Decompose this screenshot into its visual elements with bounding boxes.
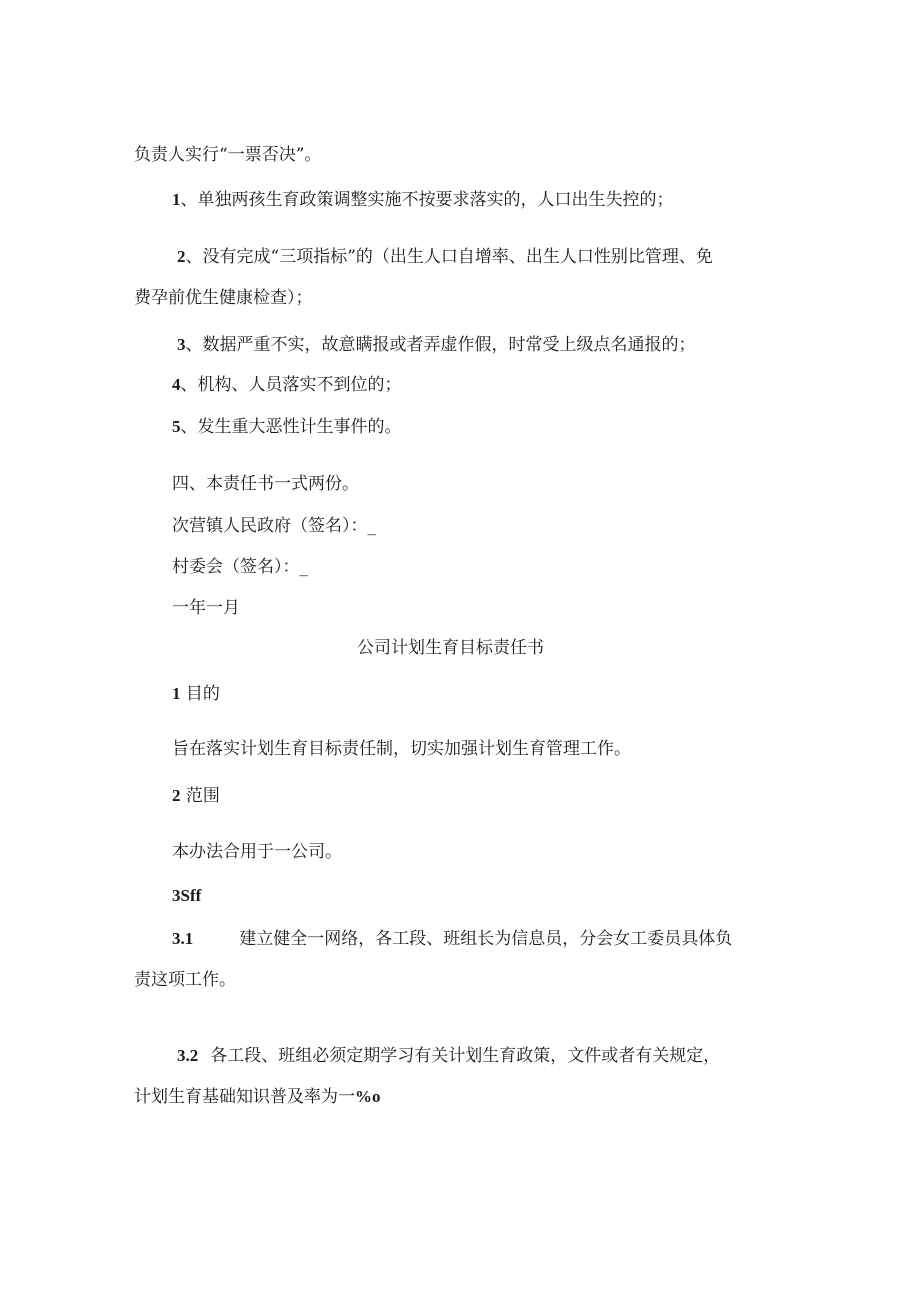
section-2-heading bbox=[172, 787, 220, 805]
clause-text: 建立健全一网络，各工段、班组长为信息员，分会女工委员具体负 bbox=[239, 929, 733, 949]
clause-3-2-continuation bbox=[134, 1088, 381, 1106]
paragraph-line: 负责人实行“一票否决”。 bbox=[134, 145, 322, 165]
veto-item-2-continuation: 费孕前优生健康检查）； bbox=[134, 288, 313, 308]
clause-text: 各工段、班组必须定期学习有关计划生育政策，文件或者有关规定， bbox=[210, 1046, 721, 1066]
section-number: 2 bbox=[172, 786, 181, 805]
veto-item-5 bbox=[172, 418, 402, 436]
clause-3-2 bbox=[177, 1047, 720, 1065]
item-number: 5 bbox=[172, 417, 181, 436]
section-label: 目的 bbox=[185, 684, 220, 704]
veto-item-1 bbox=[172, 191, 674, 209]
clause-text: 计划生育基础知识普及率为一 bbox=[134, 1087, 355, 1107]
section-1-body: 旨在落实计划生育目标责任制，切实加强计划生育管理工作。 bbox=[172, 739, 631, 759]
item-text: 、单独两孩生育政策调整实施不按要求落实的，人口出生失控的； bbox=[180, 190, 674, 210]
item-text: 、发生重大恶性计生事件的。 bbox=[180, 417, 402, 437]
clause-3-1 bbox=[172, 930, 732, 948]
item-text: 、数据严重不实，故意瞒报或者弄虚作假，时常受上级点名通报的； bbox=[185, 335, 696, 355]
item-number: 3 bbox=[177, 335, 186, 354]
item-number: 1 bbox=[172, 190, 181, 209]
copies-clause: 四、本责任书一式两份。 bbox=[172, 474, 359, 494]
clause-3-1-continuation: 责这项工作。 bbox=[134, 970, 236, 990]
section-2-body: 本办法合用于一公司。 bbox=[172, 842, 342, 862]
item-text: 、机构、人员落实不到位的； bbox=[180, 375, 402, 395]
rate-suffix: %o bbox=[355, 1087, 381, 1106]
signature-village: 村委会（签名）：_ bbox=[172, 557, 308, 577]
clause-number: 3.2 bbox=[177, 1046, 199, 1065]
section-1-heading bbox=[172, 685, 220, 703]
date-line: 一年一月 bbox=[172, 598, 240, 618]
item-number: 4 bbox=[172, 375, 181, 394]
veto-item-4 bbox=[172, 376, 402, 394]
signature-government: 次营镇人民政府（签名）：_ bbox=[172, 516, 376, 536]
veto-item-2 bbox=[177, 248, 713, 266]
clause-number: 3.1 bbox=[172, 929, 194, 948]
item-text: 、没有完成“三项指标”的（出生人口自增率、出生人口性别比管理、免 bbox=[185, 247, 713, 267]
section-label: 范围 bbox=[185, 786, 220, 806]
item-number: 2 bbox=[177, 247, 186, 266]
document-title: 公司计划生育目标责任书 bbox=[357, 638, 544, 658]
section-number: 1 bbox=[172, 684, 181, 703]
veto-item-3 bbox=[177, 336, 696, 354]
section-3-heading: 3Sff bbox=[172, 886, 202, 905]
